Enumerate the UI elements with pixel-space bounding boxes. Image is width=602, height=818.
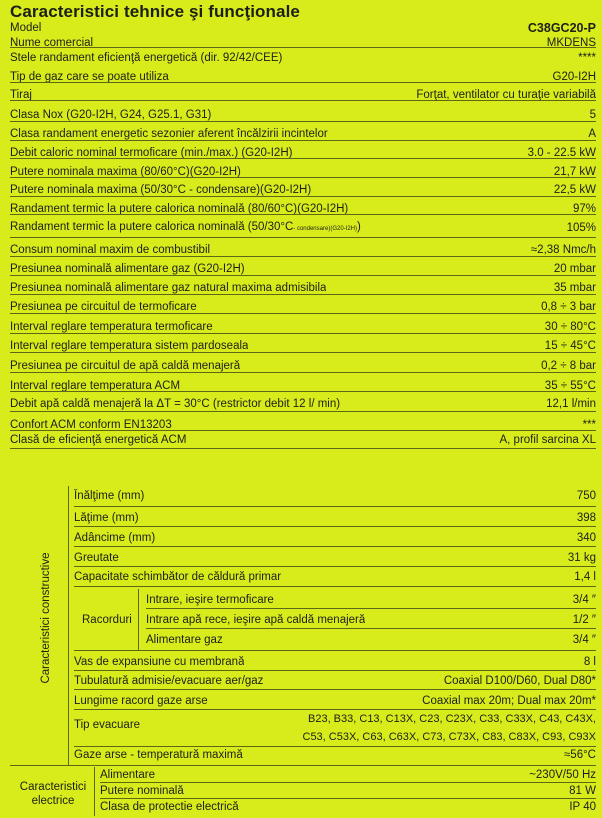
spec-label: Debit caloric nominal termoficare (min./max.) (G20-I2H)	[10, 147, 293, 159]
spec-value: A, profil sarcina XL	[499, 434, 596, 446]
spec-value: 3/4 ″	[572, 594, 596, 606]
spec-value: 1/2 ″	[572, 614, 596, 626]
divider	[10, 333, 596, 334]
spec-label: Intrare apă rece, ieşire apă caldă menajeră	[146, 614, 366, 626]
spec-row	[10, 243, 596, 257]
spec-row	[100, 800, 596, 814]
spec-value: 8 l	[583, 656, 596, 668]
divider	[74, 689, 596, 690]
spec-value: 31 kg	[567, 552, 596, 564]
divider	[74, 670, 596, 671]
spec-value: C53, C53X, C63, C63X, C73, C73X, C83, C83X, C93, C93X	[302, 731, 596, 743]
divider	[10, 121, 596, 122]
divider	[74, 526, 596, 527]
divider-vertical	[94, 767, 95, 816]
divider	[10, 158, 596, 159]
divider	[10, 275, 596, 276]
divider	[10, 177, 596, 178]
spec-label: Capacitate schimbător de căldură primar	[74, 571, 282, 583]
spec-row	[10, 51, 596, 65]
spec-label: Presiunea pe circuitul de apă caldă menajeră	[10, 360, 241, 372]
spec-value: 81 W	[569, 785, 596, 797]
divider	[10, 237, 596, 238]
spec-row	[74, 694, 596, 708]
spec-value: A	[588, 128, 596, 140]
spec-row	[100, 784, 596, 798]
spec-value: C38GC20-P	[527, 21, 596, 35]
spec-label: Intrare, ieşire termoficare	[146, 594, 274, 606]
section-label-line: Caracteristici	[19, 781, 87, 793]
divider	[10, 372, 596, 373]
spec-label: Putere nominala maxima (80/60°C)(G20-I2H)	[10, 166, 241, 178]
spec-value: ***	[582, 419, 596, 431]
spec-value: ****	[578, 52, 596, 64]
spec-value: 15 ÷ 45°C	[544, 340, 596, 352]
divider	[146, 608, 596, 609]
spec-value: 105%	[566, 222, 596, 234]
spec-value: 5	[589, 109, 596, 121]
divider	[10, 140, 596, 141]
spec-label: Vas de expansiune cu membrană	[74, 656, 245, 668]
spec-label: Presiunea nominală alimentare gaz natural maxima admisibila	[10, 282, 327, 294]
spec-label: Înălţime (mm)	[74, 490, 145, 502]
spec-label: Tiraj	[10, 89, 32, 101]
spec-label: Confort ACM conform EN13203	[10, 419, 172, 431]
spec-label: Alimentare	[100, 769, 155, 781]
spec-value: 30 ÷ 80°C	[544, 321, 596, 333]
spec-row	[10, 262, 596, 276]
divider	[10, 448, 596, 449]
spec-row	[10, 281, 596, 295]
divider	[146, 628, 596, 629]
divider	[10, 391, 596, 392]
divider-vertical	[138, 589, 139, 650]
spec-value: 340	[576, 532, 596, 544]
section-label-constructive: Caracteristici constructive	[40, 552, 52, 684]
spec-value: 22,5 kW	[553, 184, 596, 196]
divider	[74, 506, 596, 507]
divider	[100, 782, 596, 783]
spec-row	[74, 655, 596, 669]
spec-label: Interval reglare temperatura ACM	[10, 380, 181, 392]
spec-row	[146, 613, 596, 627]
spec-value: IP 40	[569, 801, 596, 813]
spec-label: Lungime racord gaze arse	[74, 695, 208, 707]
spec-value: Coaxial max 20m; Dual max 20m*	[422, 695, 596, 707]
spec-label-end: )	[357, 221, 361, 233]
spec-label: Clasa de protectie electrică	[100, 801, 239, 813]
spec-label: Greutate	[74, 552, 119, 564]
spec-label: Tip evacuare	[74, 719, 141, 731]
spec-value: G20-I2H	[552, 71, 596, 83]
spec-label: Interval reglare temperatura termoficare	[10, 321, 213, 333]
spec-label: Tip de gaz care se poate utiliza	[10, 71, 169, 83]
divider	[10, 352, 596, 353]
spec-value: B23, B33, C13, C13X, C23, C23X, C33, C33X, C43, C43X,	[308, 713, 596, 725]
divider	[10, 100, 596, 101]
divider	[74, 709, 596, 710]
section-label-line: electrice	[31, 795, 75, 807]
spec-label: Consum nominal maxim de combustibil	[10, 244, 211, 256]
spec-value: 21,7 kW	[553, 166, 596, 178]
spec-value: Coaxial D100/D60, Dual D80*	[443, 675, 596, 687]
divider	[10, 47, 596, 48]
divider-vertical	[68, 486, 69, 765]
spec-label: Clasă de eficienţă energetică ACM	[10, 434, 187, 446]
spec-row	[10, 359, 596, 373]
spec-row	[10, 339, 596, 353]
spec-label: Stele randament eficienţă energetică (dir. 92/42/CEE)	[10, 52, 283, 64]
spec-value: 398	[576, 512, 596, 524]
spec-value: 3/4 ″	[572, 634, 596, 646]
spec-row	[146, 633, 596, 647]
divider	[10, 256, 596, 257]
divider	[10, 214, 596, 215]
divider	[10, 82, 596, 83]
spec-label: Nume comercial	[10, 37, 94, 49]
divider	[74, 650, 596, 651]
divider	[100, 798, 596, 799]
spec-label: Randament termic la putere calorica nominală (50/30°C- condensare)(G20-I2H))	[10, 221, 361, 233]
spec-row	[74, 674, 596, 688]
spec-row	[10, 127, 596, 141]
divider	[10, 411, 596, 412]
section-label-electrice	[18, 780, 88, 808]
spec-row	[10, 183, 596, 197]
racorduri-label: Racorduri	[82, 614, 132, 626]
spec-value: 35 ÷ 55°C	[544, 380, 596, 392]
spec-label: Putere nominala maxima (50/30°C - condensare)(G20-I2H)	[10, 184, 312, 196]
spec-value: 12,1 l/min	[546, 398, 596, 410]
spec-value: ≈2,38 Nmc/h	[530, 244, 596, 256]
spec-label: Model	[10, 22, 42, 34]
spec-label: Tubulatură admisie/evacuare aer/gaz	[74, 675, 264, 687]
spec-value: MKDENS	[546, 37, 596, 49]
spec-row	[74, 551, 596, 565]
divider	[74, 586, 596, 587]
spec-value: 0,8 ÷ 3 bar	[541, 301, 596, 313]
spec-value: ≈56°C	[563, 749, 596, 761]
spec-label: Presiunea pe circuitul de termoficare	[10, 301, 197, 313]
spec-row	[74, 489, 596, 503]
spec-label: Clasa Nox (G20-I2H, G24, G25.1, G31)	[10, 109, 212, 121]
spec-label: Alimentare gaz	[146, 634, 223, 646]
spec-label: Putere nominală	[100, 785, 184, 797]
spec-label: Lăţime (mm)	[74, 512, 139, 524]
divider	[10, 765, 596, 766]
spec-row	[10, 433, 596, 447]
spec-row	[146, 593, 596, 607]
spec-label: Clasa randament energetic sezonier aferent încălzirii incintelor	[10, 128, 328, 140]
spec-label: Randament termic la putere calorica nominală (80/60°C)(G20-I2H)	[10, 203, 349, 215]
divider	[74, 546, 596, 547]
spec-row	[74, 748, 596, 762]
divider	[10, 430, 596, 431]
spec-row	[10, 220, 596, 236]
spec-row	[100, 768, 596, 782]
spec-label: Gaze arse - temperatură maximă	[74, 749, 243, 761]
spec-value: Forţat, ventilator cu turaţie variabilă	[416, 89, 596, 101]
spec-label-note: - condensare)(G20-I2H)	[293, 226, 357, 232]
spec-value: 0,2 ÷ 8 bar	[541, 360, 596, 372]
divider	[74, 566, 596, 567]
spec-label: Debit apă caldă menajeră la ΔT = 30°C (restrictor debit 12 l/ min)	[10, 398, 341, 410]
divider	[10, 196, 596, 197]
spec-row	[74, 570, 596, 584]
page-title: Caracteristici tehnice şi funcţionale	[10, 2, 300, 21]
spec-row	[74, 531, 596, 545]
spec-value: 35 mbar	[553, 282, 596, 294]
divider	[74, 746, 596, 747]
spec-row	[74, 511, 596, 525]
spec-value: 750	[576, 490, 596, 502]
spec-value: 3.0 - 22.5 kW	[527, 147, 596, 159]
spec-value: ~230V/50 Hz	[529, 769, 596, 781]
spec-value: 20 mbar	[553, 263, 596, 275]
spec-row	[10, 320, 596, 334]
spec-value: 1,4 l	[574, 571, 596, 583]
spec-row	[10, 397, 596, 411]
divider	[10, 294, 596, 295]
divider	[10, 313, 596, 314]
spec-label: Presiunea nominală alimentare gaz (G20-I2H)	[10, 263, 245, 275]
spec-label: Interval reglare temperatura sistem pardoseala	[10, 340, 249, 352]
spec-row	[10, 21, 596, 35]
spec-label: Adâncime (mm)	[74, 532, 156, 544]
spec-value: 97%	[572, 203, 596, 215]
spec-row	[10, 108, 596, 122]
spec-row	[10, 300, 596, 314]
